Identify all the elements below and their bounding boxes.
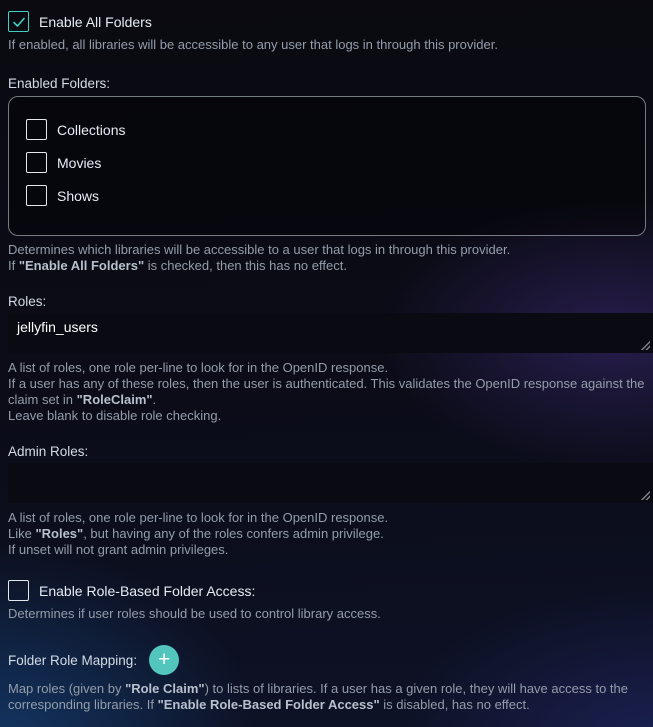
folder-role-mapping-description <box>8 681 653 713</box>
description-line: A list of roles, one role per-line to look for in the OpenID response. <box>8 360 389 375</box>
shows-label: Shows <box>57 187 100 204</box>
role-based-folder-access-description <box>8 606 653 622</box>
collections-checkbox[interactable] <box>26 119 47 140</box>
description-line: A list of roles, one role per-line to look for in the OpenID response. <box>8 510 389 525</box>
movies-checkbox[interactable] <box>26 152 47 173</box>
roles-label: Roles: <box>8 294 47 309</box>
role-based-folder-access-checkbox[interactable] <box>8 580 29 601</box>
description-line: Determines which libraries will be accessible to a user that logs in through this provider. <box>8 242 511 257</box>
description-line: Map roles (given by "Role Claim") to lists of libraries. If a user has a given role, they will have access to the corresponding libraries. If "Enable Role-Based Folder Access" is disabled, has no effect. <box>8 681 628 712</box>
roles-field <box>8 294 653 424</box>
shows-checkbox[interactable] <box>26 185 47 206</box>
folder-role-mapping-field <box>8 645 653 713</box>
folder-role-mapping-header <box>8 645 653 675</box>
admin-roles-field <box>8 444 653 558</box>
admin-roles-textarea[interactable] <box>8 463 653 503</box>
role-based-folder-access-label: Enable Role-Based Folder Access: <box>39 582 256 599</box>
admin-roles-description <box>8 510 653 558</box>
description-line: Like "Roles", but having any of the roles confers admin privilege. <box>8 526 384 541</box>
checkmark-icon <box>11 14 27 30</box>
collections-label: Collections <box>57 121 126 138</box>
role-based-folder-access-row[interactable] <box>8 580 653 601</box>
enabled-folders-description <box>8 242 653 274</box>
add-folder-role-mapping-button[interactable] <box>149 645 179 675</box>
folder-option-movies[interactable] <box>26 152 645 173</box>
enabled-folders-label: Enabled Folders: <box>8 76 111 91</box>
enable-all-folders-field <box>8 11 653 53</box>
roles-textarea-wrap <box>8 313 653 353</box>
folder-option-collections[interactable] <box>26 119 645 140</box>
enabled-folders-list <box>8 96 646 236</box>
movies-label: Movies <box>57 154 102 171</box>
description-line: If enabled, all libraries will be accessible to any user that logs in through this provider. <box>8 37 498 52</box>
folder-role-mapping-label: Folder Role Mapping: <box>8 652 138 668</box>
description-line: Leave blank to disable role checking. <box>8 408 222 423</box>
description-line: If unset will not grant admin privileges. <box>8 542 229 557</box>
enable-all-folders-checkbox[interactable] <box>8 11 29 32</box>
folder-option-shows[interactable] <box>26 185 645 206</box>
enabled-folders-field <box>8 76 653 274</box>
description-line: If "Enable All Folders" is checked, then this has no effect. <box>8 258 347 273</box>
description-line: If a user has any of these roles, then the user is authenticated. This validates the OpenID response against the claim set in "RoleClaim". <box>8 376 645 407</box>
admin-roles-textarea-wrap <box>8 463 653 503</box>
enable-all-folders-label: Enable All Folders <box>39 13 152 30</box>
roles-textarea[interactable] <box>8 313 653 353</box>
roles-description <box>8 360 653 424</box>
enable-all-folders-row[interactable] <box>8 11 653 32</box>
admin-roles-label: Admin Roles: <box>8 444 89 459</box>
description-line: Determines if user roles should be used to control library access. <box>8 606 381 621</box>
role-based-folder-access-field <box>8 580 653 622</box>
plus-icon: + <box>157 647 171 671</box>
enable-all-folders-description <box>8 37 653 53</box>
